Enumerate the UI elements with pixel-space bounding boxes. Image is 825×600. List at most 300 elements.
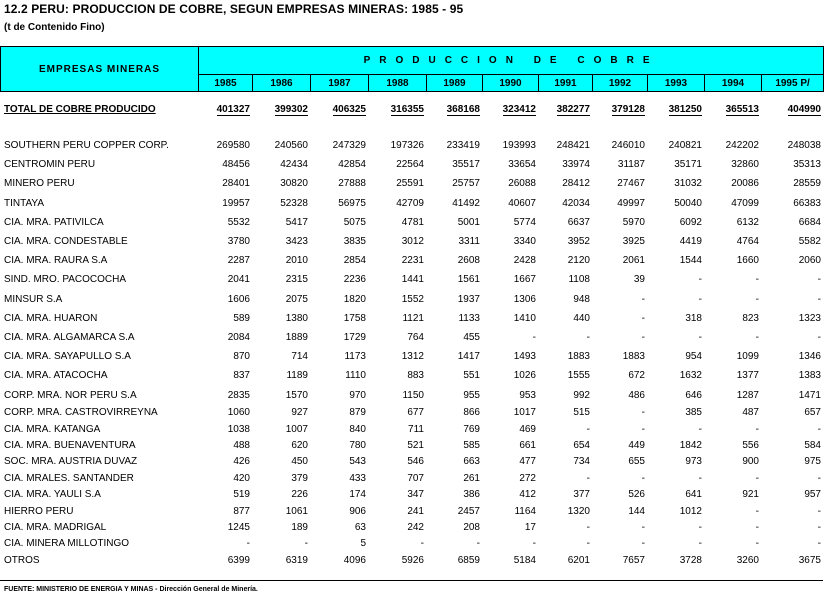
production-value-text: 27888 <box>338 178 366 190</box>
table-row <box>0 309 823 328</box>
total-value-text: 382277 <box>556 103 590 115</box>
production-value-text: 1471 <box>798 389 821 401</box>
company-name-text: CIA. MRA. PATIVILCA <box>4 216 104 228</box>
production-value-text: - <box>755 331 759 343</box>
production-value-text: 1312 <box>401 351 424 363</box>
production-value <box>198 155 252 174</box>
production-value <box>761 251 823 270</box>
production-value-text: 900 <box>742 456 759 468</box>
column-header <box>0 46 824 92</box>
production-value <box>761 136 823 155</box>
production-value <box>538 174 592 193</box>
production-value-text: - <box>698 423 702 435</box>
production-value-text: 2428 <box>513 255 536 267</box>
production-value-text: 2041 <box>227 274 250 286</box>
production-value-text: 1570 <box>285 389 308 401</box>
production-value <box>482 536 538 552</box>
production-value-text: - <box>755 538 759 550</box>
production-value <box>198 251 252 270</box>
production-value-text: 17 <box>524 522 536 534</box>
production-value <box>592 454 647 470</box>
production-value-text: 247329 <box>332 140 366 152</box>
production-value <box>592 405 647 421</box>
production-value <box>592 328 647 347</box>
production-value <box>647 385 704 404</box>
production-value-text: 41492 <box>452 197 480 209</box>
production-value <box>368 405 426 421</box>
production-value <box>482 194 538 213</box>
production-value <box>368 437 426 453</box>
total-value-text: 399302 <box>274 103 308 115</box>
production-value <box>482 385 538 404</box>
production-value <box>761 213 823 232</box>
production-value-text: 1287 <box>736 389 759 401</box>
company-name-text: CIA. MRA. BUENAVENTURA <box>4 440 136 452</box>
production-value-text: 30820 <box>280 178 308 190</box>
production-value <box>368 536 426 552</box>
production-value-text: 837 <box>233 370 250 382</box>
production-value-text: 2060 <box>798 255 821 267</box>
production-value <box>704 194 761 213</box>
production-value <box>252 194 310 213</box>
production-value-text: - <box>755 505 759 517</box>
production-value-text: 780 <box>349 440 366 452</box>
production-value <box>198 136 252 155</box>
footer-divider <box>0 580 823 581</box>
production-value-text: 6859 <box>457 554 480 566</box>
production-value-text: 2236 <box>343 274 366 286</box>
production-value-text: 1632 <box>679 370 702 382</box>
production-value-text: 1441 <box>401 274 424 286</box>
production-value <box>198 270 252 289</box>
production-value <box>704 454 761 470</box>
company-name <box>0 328 198 347</box>
total-value <box>704 100 761 118</box>
production-value <box>252 405 310 421</box>
production-value <box>761 194 823 213</box>
production-value-text: 469 <box>519 423 536 435</box>
production-value <box>704 347 761 366</box>
production-value <box>482 328 538 347</box>
production-value-text: 663 <box>463 456 480 468</box>
company-name-text: CIA. MRA. YAULI S.A <box>4 489 101 501</box>
production-value <box>538 405 592 421</box>
production-value <box>647 347 704 366</box>
production-value <box>538 290 592 309</box>
production-value-text: 4419 <box>679 236 702 248</box>
production-value <box>482 309 538 328</box>
production-value-text: 1729 <box>343 331 366 343</box>
production-value-text: 1017 <box>513 407 536 419</box>
production-value-text: 1038 <box>227 423 250 435</box>
production-value-text: 973 <box>685 456 702 468</box>
production-value <box>252 366 310 385</box>
production-value-text: - <box>698 274 702 286</box>
production-value-text: - <box>586 331 590 343</box>
production-value-text: 40607 <box>508 197 536 209</box>
table-row <box>0 194 823 213</box>
production-value-text: 3728 <box>679 554 702 566</box>
production-value-text: 477 <box>519 456 536 468</box>
company-name-text: CENTROMIN PERU <box>4 159 96 171</box>
production-value-text: 48456 <box>222 159 250 171</box>
production-value-text: 1410 <box>513 312 536 324</box>
production-value-text: 5774 <box>513 216 536 228</box>
production-value <box>482 421 538 437</box>
production-value-text: 66383 <box>793 197 821 209</box>
production-group-header: PRODUCCION DE COBRE <box>199 47 824 75</box>
table-title: 12.2 PERU: PRODUCCION DE COBRE, SEGUN EMPRESAS MINERAS: 1985 - 95 <box>4 2 464 16</box>
production-value <box>426 232 482 251</box>
production-value <box>426 309 482 328</box>
production-value-text: 487 <box>742 407 759 419</box>
production-value <box>592 251 647 270</box>
total-value-text: 404990 <box>787 103 821 115</box>
production-value-text: 957 <box>804 489 821 501</box>
production-value <box>538 503 592 519</box>
production-value-text: 193993 <box>502 140 536 152</box>
production-value-text: - <box>532 538 536 550</box>
production-value-text: 1133 <box>458 312 480 324</box>
production-value <box>252 347 310 366</box>
table-row <box>0 155 823 174</box>
production-value <box>761 347 823 366</box>
production-value <box>252 155 310 174</box>
production-value-text: 455 <box>463 331 480 343</box>
production-value <box>482 232 538 251</box>
total-value <box>647 100 704 118</box>
production-value-text: 1544 <box>679 255 702 267</box>
production-value-text: 1937 <box>457 293 480 305</box>
production-value <box>426 385 482 404</box>
year-header: 1989 <box>427 75 483 92</box>
production-value <box>704 487 761 503</box>
production-value-text: 1164 <box>514 505 536 517</box>
company-name <box>0 437 198 453</box>
production-value-text: - <box>641 472 645 484</box>
production-value-text: 764 <box>407 331 424 343</box>
production-value <box>761 519 823 535</box>
company-name-text: TINTAYA <box>4 197 44 209</box>
production-value-text: 318 <box>685 312 702 324</box>
production-value-text: - <box>641 312 645 324</box>
company-name <box>0 270 198 289</box>
production-value <box>368 328 426 347</box>
production-value <box>482 487 538 503</box>
production-value <box>704 519 761 535</box>
production-value-text: 386 <box>463 489 480 501</box>
company-name <box>0 251 198 270</box>
production-value-text: 589 <box>233 312 250 324</box>
production-value <box>310 366 368 385</box>
production-value <box>761 174 823 193</box>
production-value-text: - <box>641 522 645 534</box>
production-value <box>647 309 704 328</box>
production-value <box>426 155 482 174</box>
production-value-text: 585 <box>463 440 480 452</box>
production-value-text: 1320 <box>567 505 590 517</box>
production-value-text: - <box>586 472 590 484</box>
production-value <box>426 347 482 366</box>
production-value <box>538 385 592 404</box>
production-value <box>368 366 426 385</box>
production-value-text: - <box>586 538 590 550</box>
production-value <box>704 470 761 486</box>
production-value <box>761 232 823 251</box>
production-value <box>310 470 368 486</box>
production-value-text: - <box>755 423 759 435</box>
production-value <box>647 328 704 347</box>
production-value-text: 953 <box>519 389 536 401</box>
production-value-text: 1555 <box>567 370 590 382</box>
production-value-text: 1245 <box>227 522 250 534</box>
company-name <box>0 536 198 552</box>
production-value <box>310 174 368 193</box>
production-value-text: 1306 <box>513 293 536 305</box>
production-value-text: 5075 <box>343 216 366 228</box>
production-value <box>198 503 252 519</box>
production-value <box>647 405 704 421</box>
production-value-text: 42434 <box>280 159 308 171</box>
production-value-text: 28559 <box>793 178 821 190</box>
production-value <box>310 421 368 437</box>
production-value <box>252 309 310 328</box>
production-value-text: 5001 <box>457 216 480 228</box>
production-value <box>310 328 368 347</box>
production-value-text: 486 <box>628 389 645 401</box>
production-value <box>592 366 647 385</box>
production-value <box>252 290 310 309</box>
production-value <box>647 470 704 486</box>
production-value <box>426 366 482 385</box>
production-value <box>704 385 761 404</box>
production-value-text: 440 <box>573 312 590 324</box>
company-name <box>0 194 198 213</box>
production-value-text: 1820 <box>343 293 366 305</box>
production-value <box>704 232 761 251</box>
production-value-text: 2075 <box>285 293 308 305</box>
production-value <box>592 437 647 453</box>
production-value <box>538 519 592 535</box>
production-value <box>592 194 647 213</box>
production-value-text: 39 <box>633 274 645 286</box>
production-value <box>252 328 310 347</box>
production-value-text: 248421 <box>556 140 590 152</box>
production-value-text: 379 <box>291 472 308 484</box>
production-value <box>647 270 704 289</box>
production-value <box>198 470 252 486</box>
production-value <box>761 290 823 309</box>
production-value-text: 1026 <box>513 370 536 382</box>
production-value <box>592 174 647 193</box>
production-value-text: 2120 <box>567 255 590 267</box>
table-row <box>0 454 823 470</box>
production-value <box>426 421 482 437</box>
production-value <box>368 470 426 486</box>
production-value <box>482 519 538 535</box>
production-value <box>310 155 368 174</box>
production-value-text: 1346 <box>798 351 821 363</box>
production-value-text: 823 <box>742 312 759 324</box>
company-name-text: CIA. MRA. SAYAPULLO S.A <box>4 351 131 363</box>
production-value <box>368 251 426 270</box>
production-value-text: - <box>476 538 480 550</box>
production-value <box>592 136 647 155</box>
production-value <box>647 194 704 213</box>
production-value <box>198 174 252 193</box>
production-value-text: 769 <box>463 423 480 435</box>
production-value <box>761 366 823 385</box>
table-row <box>0 347 823 366</box>
production-value-text: - <box>755 472 759 484</box>
production-value <box>538 487 592 503</box>
production-value <box>761 155 823 174</box>
production-value-text: 385 <box>685 407 702 419</box>
production-value-text: - <box>304 538 308 550</box>
company-name-text: SIND. MRO. PACOCOCHA <box>4 274 127 286</box>
production-value-text: 27467 <box>617 178 645 190</box>
production-value-text: 1108 <box>568 274 590 286</box>
year-header: 1985 <box>199 75 253 92</box>
production-value-text: 927 <box>291 407 308 419</box>
production-value <box>198 290 252 309</box>
total-value <box>538 100 592 118</box>
production-value-text: 5184 <box>513 554 536 566</box>
production-value <box>368 194 426 213</box>
total-value-text: 381250 <box>668 103 702 115</box>
table-row <box>0 552 823 568</box>
production-value-text: 6092 <box>679 216 702 228</box>
company-name <box>0 213 198 232</box>
production-value <box>538 309 592 328</box>
company-name <box>0 503 198 519</box>
production-value <box>198 347 252 366</box>
production-value <box>704 437 761 453</box>
production-value-text: 35313 <box>793 159 821 171</box>
production-value-text: 450 <box>291 456 308 468</box>
production-value <box>310 194 368 213</box>
total-value-text: 316355 <box>390 103 424 115</box>
production-value <box>704 270 761 289</box>
production-value-text: 208 <box>463 522 480 534</box>
production-value-text: 35517 <box>452 159 480 171</box>
production-value-text: 921 <box>742 489 759 501</box>
production-value-text: 377 <box>573 489 590 501</box>
production-value <box>482 454 538 470</box>
production-value-text: - <box>586 522 590 534</box>
production-value-text: 5970 <box>622 216 645 228</box>
table-row <box>0 213 823 232</box>
production-value-text: 707 <box>407 472 424 484</box>
production-value <box>647 437 704 453</box>
production-value <box>647 155 704 174</box>
production-value-text: 240821 <box>668 140 702 152</box>
production-value <box>426 251 482 270</box>
production-value-text: 6684 <box>798 216 821 228</box>
company-name-text: CIA. MRA. KATANGA <box>4 423 101 435</box>
production-value-text: 734 <box>573 456 590 468</box>
total-value-text: 379128 <box>611 103 645 115</box>
total-value-text: 365513 <box>725 103 759 115</box>
production-value-text: 1189 <box>286 370 308 382</box>
production-value-text: 233419 <box>446 140 480 152</box>
production-value-text: 1552 <box>401 293 424 305</box>
production-value-text: - <box>246 538 250 550</box>
company-name-text: CIA. MINERA MILLOTINGO <box>4 538 130 550</box>
production-value-text: 248038 <box>787 140 821 152</box>
production-value <box>761 270 823 289</box>
production-value-text: 272 <box>519 472 536 484</box>
total-value-text: 368168 <box>446 103 480 115</box>
production-value-text: - <box>532 331 536 343</box>
production-value <box>198 536 252 552</box>
production-value <box>538 454 592 470</box>
company-name-text: CORP. MRA. CASTROVIRREYNA <box>4 407 158 419</box>
production-value <box>647 487 704 503</box>
production-value-text: 3311 <box>458 236 480 248</box>
production-value <box>538 270 592 289</box>
production-value <box>198 385 252 404</box>
company-name <box>0 232 198 251</box>
total-value <box>592 100 647 118</box>
production-value <box>592 536 647 552</box>
production-value <box>252 174 310 193</box>
production-value <box>426 405 482 421</box>
production-value <box>538 347 592 366</box>
production-value <box>592 552 647 568</box>
year-header: 1991 <box>539 75 593 92</box>
production-value <box>704 290 761 309</box>
production-value <box>252 385 310 404</box>
production-value-text: 515 <box>573 407 590 419</box>
total-value <box>368 100 426 118</box>
production-value-text: - <box>420 538 424 550</box>
total-value <box>482 100 538 118</box>
company-name-text: CIA. MRA. MADRIGAL <box>4 522 107 534</box>
year-header: 1987 <box>311 75 369 92</box>
production-value <box>252 552 310 568</box>
data-table <box>0 100 823 569</box>
production-value <box>368 519 426 535</box>
production-value-text: - <box>698 331 702 343</box>
production-value <box>538 421 592 437</box>
year-header: 1988 <box>369 75 427 92</box>
production-value-text: - <box>817 505 821 517</box>
production-value-text: 449 <box>628 440 645 452</box>
production-value-text: 877 <box>233 505 250 517</box>
production-value <box>426 328 482 347</box>
production-value <box>482 503 538 519</box>
production-value <box>647 552 704 568</box>
production-value <box>647 519 704 535</box>
production-value <box>482 405 538 421</box>
production-value <box>592 155 647 174</box>
year-header: 1990 <box>483 75 539 92</box>
production-value-text: - <box>817 423 821 435</box>
production-value-text: 1377 <box>736 370 759 382</box>
production-value <box>426 536 482 552</box>
production-value <box>482 552 538 568</box>
production-value <box>761 405 823 421</box>
production-value <box>198 328 252 347</box>
production-value <box>761 328 823 347</box>
production-value-text: 1606 <box>227 293 250 305</box>
company-name-text: CIA. MRA. HUARON <box>4 312 98 324</box>
production-value <box>310 290 368 309</box>
production-value-text: - <box>817 274 821 286</box>
production-value <box>252 487 310 503</box>
production-value-text: 948 <box>573 293 590 305</box>
